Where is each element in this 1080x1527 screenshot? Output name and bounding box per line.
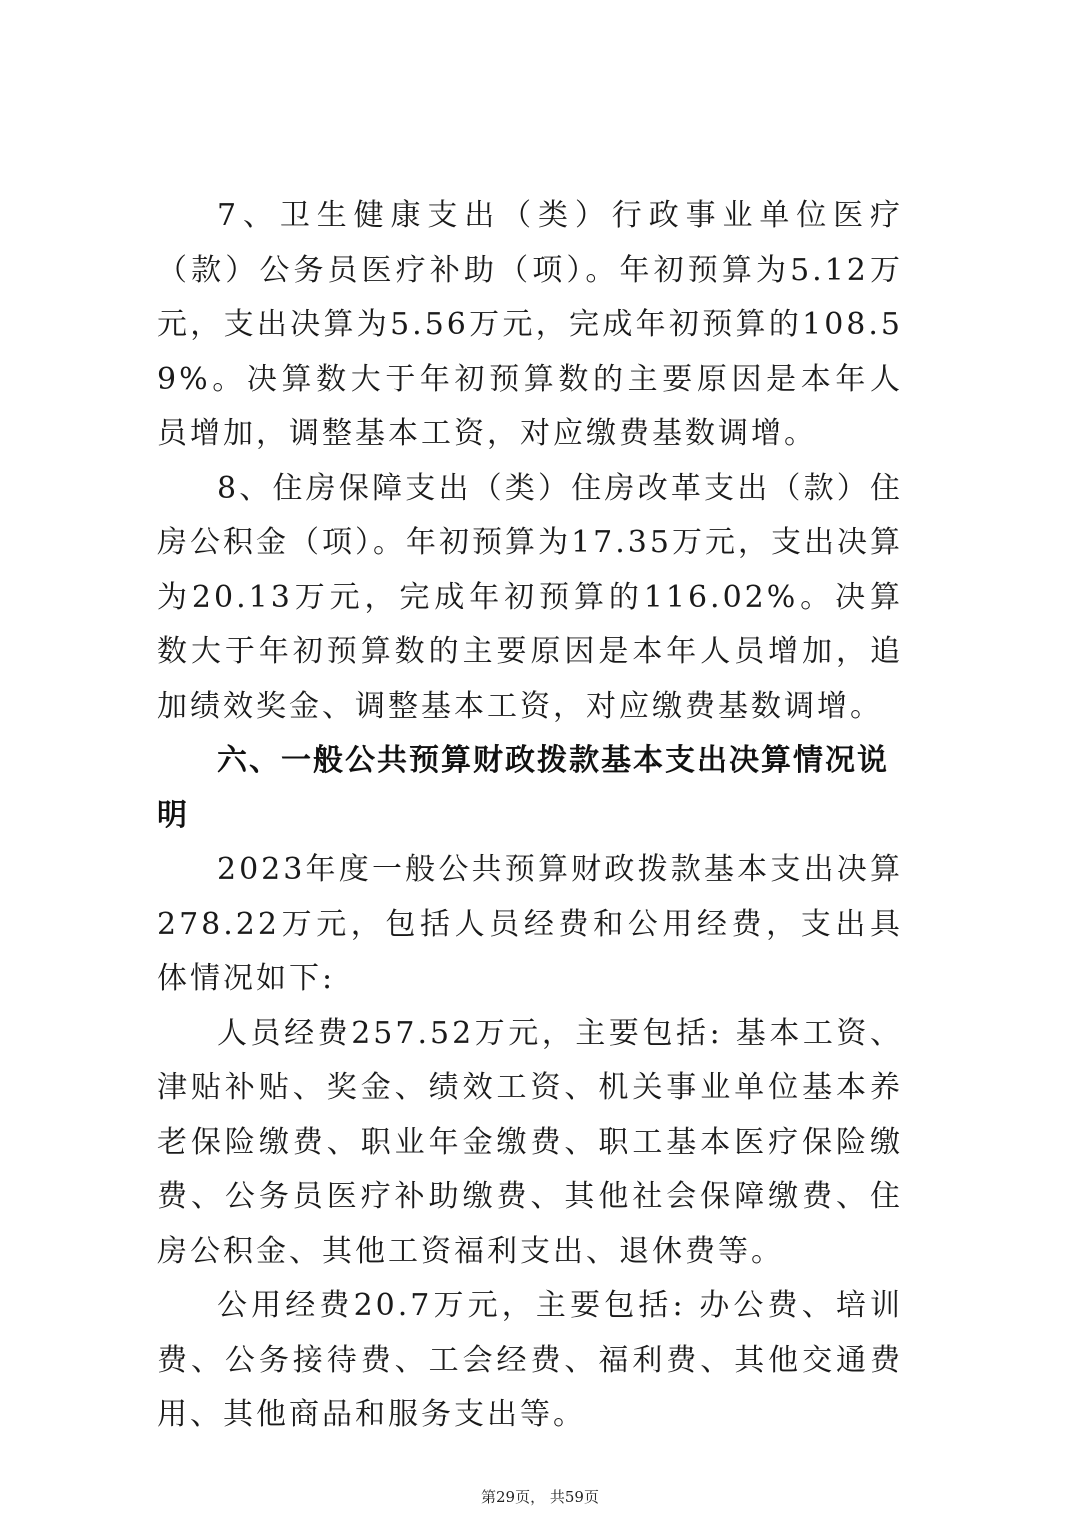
- paragraph-personnel-expenses: 人员经费257.52万元，主要包括: 基本工资、津贴补贴、奖金、绩效工资、机关事业单位基本养老保险缴费、职业年金缴费、职工基本医疗保险缴费、公务员医疗补助缴费、其他社会保障缴费、住房公积金、其他工资福利支出、退休费等。: [157, 1015, 903, 1269]
- paragraph-basic-expenditure-summary: 2023年度一般公共预算财政拨款基本支出决算278.22万元，包括人员经费和公用经费，支出具体情况如下:: [157, 852, 903, 996]
- paragraph-public-expenses: 公用经费20.7万元，主要包括: 办公费、培训费、公务接待费、工会经费、福利费、其他交通费用、其他商品和服务支出等。: [157, 1288, 903, 1432]
- paragraph-item-7: 7、卫生健康支出（类）行政事业单位医疗（款）公务员医疗补助（项）。年初预算为5.12万元，支出决算为5.56万元，完成年初预算的108.59%。决算数大于年初预算数的主要原因是本年人员增加，调整基本工资，对应缴费基数调增。: [157, 198, 903, 451]
- paragraph-item-8: 8、住房保障支出（类）住房改革支出（款）住房公积金（项）。年初预算为17.35万元，支出决算为20.13万元，完成年初预算的116.02%。决算数大于年初预算数的主要原因是本年人员增加，追加绩效奖金、调整基本工资，对应缴费基数调增。: [157, 470, 903, 724]
- document-body: [157, 189, 903, 1443]
- page-number-footer: 第29页， 共59页: [481, 1488, 599, 1506]
- section-heading: 六、一般公共预算财政拨款基本支出决算情况说明: [157, 743, 889, 833]
